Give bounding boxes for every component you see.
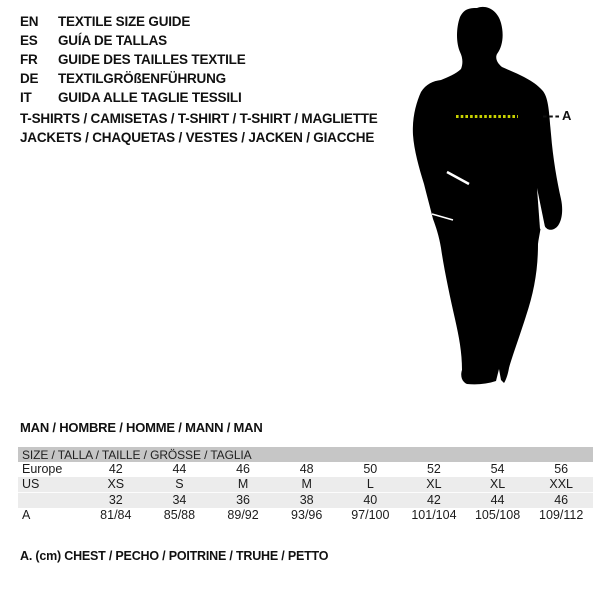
language-label: GUIDE DES TAILLES TEXTILE (58, 52, 246, 67)
language-code: EN (20, 14, 39, 29)
table-cell: 42 (402, 493, 466, 509)
table-cell: 50 (363, 462, 378, 476)
section-title-man: MAN / HOMBRE / HOMME / MANN / MAN (20, 420, 263, 435)
category-line-tshirts: T-SHIRTS / CAMISETAS / T-SHIRT / T-SHIRT / MAGLIETTE (20, 111, 378, 126)
table-cell: M (211, 477, 275, 493)
table-cell: XS (84, 477, 148, 493)
row-label (18, 493, 84, 509)
table-cell: S (148, 477, 212, 493)
table-cell: 97/100 (351, 508, 390, 522)
table-cell: 38 (275, 493, 339, 509)
row-label: A (22, 508, 31, 522)
table-cell: XXL (529, 477, 593, 493)
size-table-header: SIZE / TALLA / TAILLE / GRÖSSE / TAGLIA (18, 447, 593, 462)
row-label: Europe (22, 462, 63, 476)
man-silhouette (413, 7, 562, 385)
measure-label-a: A (562, 108, 572, 123)
table-cell: 40 (339, 493, 403, 509)
table-row-numeric (18, 493, 593, 509)
table-cell: 89/92 (227, 508, 259, 522)
row-label: US (18, 477, 84, 493)
table-cell: 46 (236, 462, 251, 476)
table-cell: M (275, 477, 339, 493)
size-table (18, 447, 593, 523)
table-cell: XL (402, 477, 466, 493)
table-cell: 42 (108, 462, 123, 476)
table-cell: 52 (426, 462, 441, 476)
language-label: GUIDA ALLE TAGLIE TESSILI (58, 90, 242, 105)
table-cell: 85/88 (163, 508, 196, 522)
footnote-chest: A. (cm) CHEST / PECHO / POITRINE / TRUHE / PETTO (20, 549, 329, 563)
table-cell: 34 (148, 493, 212, 509)
table-cell: 109/112 (539, 508, 584, 522)
language-label: GUÍA DE TALLAS (58, 33, 167, 48)
table-cell: 101/104 (411, 508, 457, 522)
table-cell: 36 (211, 493, 275, 509)
table-header-row (18, 447, 593, 462)
table-cell: 48 (299, 462, 314, 476)
table-row-europe (18, 462, 593, 477)
table-cell: 56 (554, 462, 569, 476)
category-line-jackets: JACKETS / CHAQUETAS / VESTES / JACKEN / GIACCHE (20, 130, 375, 145)
table-cell: XL (466, 477, 530, 493)
language-code: IT (20, 90, 32, 105)
table-row-us (18, 477, 593, 493)
table-cell: L (339, 477, 403, 493)
table-cell: 105/108 (474, 508, 521, 522)
language-label: TEXTILGRÖßENFÜHRUNG (58, 71, 226, 86)
table-cell: 46 (529, 493, 593, 509)
table-cell: 81/84 (100, 508, 132, 522)
table-cell: 44 (172, 462, 187, 476)
table-cell: 93/96 (291, 508, 323, 522)
table-cell: 54 (490, 462, 505, 476)
table-row-chest-a (18, 508, 593, 523)
language-code: DE (20, 71, 39, 86)
table-cell: 32 (84, 493, 148, 509)
language-code: ES (20, 33, 38, 48)
language-code: FR (20, 52, 38, 67)
table-cell: 44 (466, 493, 530, 509)
language-label: TEXTILE SIZE GUIDE (58, 14, 191, 29)
